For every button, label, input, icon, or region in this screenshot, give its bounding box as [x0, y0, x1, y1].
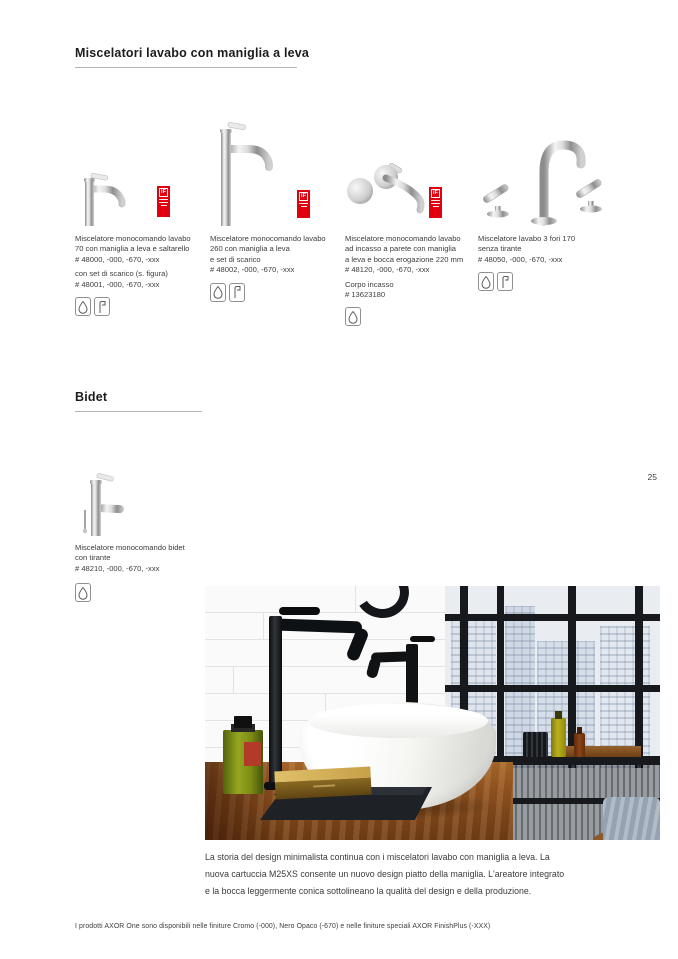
- product-image-basin-mixer-260: [212, 116, 290, 226]
- caption-line: La storia del design minimalista continua con i miscelatori lavabo con maniglia a leva. La: [205, 852, 550, 862]
- product-image-3-hole-mixer: [478, 120, 610, 226]
- product-name-line: 70 con maniglia a leva e saltarello: [75, 244, 190, 254]
- product-image-bidet-mixer: [76, 468, 140, 538]
- product-sku: # 48002, -000, -670, -xxx: [210, 265, 295, 275]
- if-design-award-badge: [297, 190, 310, 218]
- water-drop-icon: [75, 297, 91, 316]
- olive-bottle: [551, 718, 566, 757]
- product-column-48050: [478, 234, 610, 291]
- product-name-line: ad incasso a parete con maniglia: [345, 244, 457, 254]
- tile-joint: [263, 613, 264, 639]
- product-image-wall-mixer: [345, 160, 433, 216]
- product-variant-line: Corpo incasso: [345, 279, 394, 289]
- product-sku: # 48000, -000, -670, -xxx: [75, 254, 160, 264]
- product-variant-sku: # 13623180: [345, 290, 386, 300]
- amber-bottle: [574, 733, 585, 757]
- product-sku: # 48120, -000, -670, -xxx: [345, 265, 430, 275]
- lifestyle-photo: [205, 586, 660, 840]
- caption-line: nuova cartuccia M25XS consente un nuovo design piatto della maniglia. L'areatore integrato: [205, 869, 565, 880]
- product-name-line: 260 con maniglia a leva: [210, 244, 290, 254]
- product-name-line: Miscelatore lavabo 3 fori 170: [478, 234, 576, 243]
- product-name-line: con tirante: [75, 553, 111, 563]
- footer-finish-note: I prodotti AXOR One sono disponibili nelle finiture Cromo (-000), Nero Opaco (-670) e nelle finiture speciali AXOR FinishPlus (-XXX): [75, 923, 491, 930]
- tile-joint: [233, 667, 234, 693]
- feature-icons: [75, 583, 207, 602]
- badge-text-line: [431, 203, 440, 205]
- water-drop-icon: [75, 583, 91, 602]
- feature-icons: [478, 272, 610, 291]
- water-drop-icon: [345, 307, 361, 326]
- if-design-award-badge: [157, 186, 170, 217]
- section-rule-lavabo: [75, 67, 297, 68]
- badge-text-line: [299, 203, 308, 205]
- product-column-48002: [210, 234, 342, 302]
- drain-set-icon: [229, 283, 245, 302]
- drain-set-icon: [94, 297, 110, 316]
- feature-icons: [345, 307, 477, 326]
- product-name-line: Miscelatore monocomando lavabo: [75, 234, 191, 243]
- badge-text-line: [301, 206, 307, 208]
- if-logo: iF: [431, 189, 440, 198]
- product-sku: # 48050, -000, -670, -xxx: [478, 254, 563, 264]
- product-variant-sku: # 48001, -000, -670, -xxx: [75, 279, 160, 289]
- caption-line: e la bocca leggermente conica sottolineano la qualità del design e della produzione.: [205, 886, 532, 897]
- feature-icons: [75, 297, 207, 316]
- badge-text-line: [433, 206, 439, 208]
- wood-board: [557, 746, 641, 757]
- perfume-label: [244, 742, 261, 766]
- photo-caption: [205, 849, 564, 901]
- water-drop-icon: [478, 272, 494, 291]
- product-name-line: Miscelatore monocomando lavabo: [210, 234, 326, 243]
- product-variant-line: con set di scarico (s. figura): [75, 269, 168, 279]
- window-mullion: [445, 614, 660, 621]
- product-name-line: senza tirante: [478, 244, 522, 254]
- product-name-line: a leva e bocca erogazione 220 mm: [345, 254, 464, 264]
- product-name-line: Miscelatore monocomando lavabo: [345, 234, 461, 243]
- perfume-bottle: [223, 716, 263, 794]
- badge-text-line: [159, 199, 168, 201]
- product-image-basin-mixer-70: [78, 168, 140, 226]
- product-column-48210: [75, 543, 207, 602]
- black-canister: [523, 732, 548, 757]
- product-column-48120: [345, 234, 477, 326]
- section-title-bidet: Bidet: [75, 390, 108, 404]
- section-rule-bidet: [75, 411, 202, 412]
- product-name-line: Miscelatore monocomando bidet: [75, 543, 185, 552]
- window-mullion: [445, 685, 660, 692]
- page-number: 25: [647, 472, 657, 482]
- second-faucet-lever: [410, 636, 435, 642]
- product-name-line: e set di scarico: [210, 254, 261, 264]
- perfume-cap: [234, 716, 252, 728]
- product-sku: # 48210, -000, -670, -xxx: [75, 563, 160, 573]
- section-title-lavabo: Miscelatori lavabo con maniglia a leva: [75, 46, 310, 60]
- badge-text-line: [431, 200, 440, 202]
- feature-icons: [210, 283, 342, 302]
- soap-bar: [274, 767, 371, 800]
- black-faucet-body: [269, 616, 282, 788]
- if-logo: iF: [159, 188, 168, 197]
- towel: [603, 797, 660, 840]
- if-logo: iF: [299, 192, 308, 201]
- black-faucet-lever: [279, 607, 320, 615]
- badge-text-line: [161, 205, 167, 207]
- badge-text-line: [159, 202, 168, 204]
- product-column-48000: [75, 234, 207, 316]
- water-drop-icon: [210, 283, 226, 302]
- sink-rim: [308, 704, 488, 738]
- if-design-award-badge: [429, 187, 442, 218]
- drain-set-icon: [497, 272, 513, 291]
